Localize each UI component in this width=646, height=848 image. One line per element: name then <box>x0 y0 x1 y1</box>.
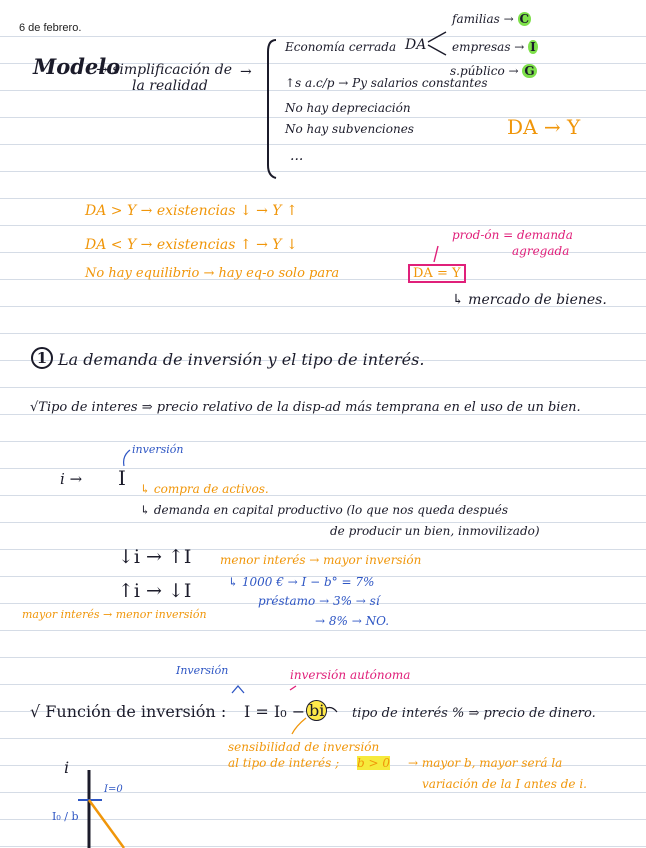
formula-i: I = I₀ − <box>244 702 306 721</box>
mercado-bienes: ↳ mercado de bienes. <box>452 292 607 308</box>
equilibrium-note-1: prod-ón = demanda <box>452 228 573 242</box>
model-definition-1: → simplificación de <box>96 62 233 78</box>
agent-publico: s.público → G <box>450 64 535 78</box>
mayor-b-1: → mayor b, mayor será la <box>408 756 563 770</box>
page-date: 6 de febrero. <box>19 22 82 34</box>
section-title: La demanda de inversión y el tipo de interés. <box>58 350 425 369</box>
b-greater-zero: b > 0 <box>357 756 390 770</box>
example-2: préstamo → 3% → sí <box>258 594 380 608</box>
graph-y-axis-label: i <box>64 758 70 777</box>
mayor-b-2: variación de la I antes de i. <box>422 777 587 791</box>
example-1: ↳ 1000 € → I − b° = 7% <box>228 575 375 589</box>
assumption-5: ... <box>290 148 304 164</box>
assumption-4: No hay subvenciones <box>285 122 414 136</box>
model-title: Modelo <box>33 54 121 79</box>
demanda-capital-2: de producir un bien, inmovilizado) <box>330 524 540 538</box>
bullet-1: DA > Y → existencias ↓ → Y ↑ <box>85 203 298 219</box>
graph-i-zero-label: I=0 <box>104 784 123 795</box>
assumption-3: No hay depreciación <box>285 101 411 115</box>
da-to-y: DA → Y <box>507 115 581 139</box>
assumption-1: Economía cerrada <box>285 40 397 54</box>
relation-1-note: menor interés → mayor inversión <box>220 553 422 567</box>
arrow-icon: → <box>240 64 252 80</box>
relation-2-note: mayor interés → menor inversión <box>22 608 207 621</box>
agent-symbol-i: I <box>530 40 536 54</box>
label-inversion-autonoma: inversión autónoma <box>290 668 411 682</box>
capital-i: I <box>118 466 126 490</box>
tipo-interes: tipo de interés % ⇒ precio de dinero. <box>352 706 596 721</box>
bullet-2: DA < Y → existencias ↑ → Y ↓ <box>85 237 298 253</box>
equilibrium-note-2: agregada <box>512 244 570 258</box>
relation-2: ↑i → ↓I <box>118 580 192 602</box>
example-3: → 8% → NO. <box>315 614 390 628</box>
agent-empresas: empresas → I <box>452 40 536 54</box>
demanda-capital-1: ↳ demanda en capital productivo (lo que nos queda después <box>140 503 509 517</box>
da-label: DA <box>405 37 427 53</box>
inversion-label: inversión <box>132 443 184 456</box>
formula-bi: bi <box>306 700 327 721</box>
sensibilidad-1: sensibilidad de inversión <box>228 740 380 754</box>
bullet-3: No hay equilibrio → hay eq-o solo para <box>85 266 340 281</box>
compra-activos: ↳ compra de activos. <box>140 482 269 496</box>
label-inversion: Inversión <box>176 664 229 677</box>
model-definition-2: la realidad <box>132 78 208 94</box>
equilibrium-box: DA = Y <box>408 264 466 283</box>
agent-familias: familias → C <box>452 12 530 26</box>
section-number: 1 <box>31 347 53 369</box>
sensibilidad-2: al tipo de interés ; <box>228 756 340 770</box>
assumption-2: ↑s a.c/p → Py salarios constantes <box>285 76 488 90</box>
relation-1: ↓i → ↑I <box>118 546 192 568</box>
agent-symbol-g: G <box>524 64 535 78</box>
tipo-definition: √Tipo de interes ⇒ precio relativo de la disp-ad más temprana en el uso de un bien. <box>30 400 581 415</box>
graph-tick-i0-b: I₀ / b <box>52 810 79 823</box>
funcion-title: √ Función de inversión : <box>30 702 227 721</box>
i-arrow: i → <box>60 470 83 488</box>
agent-symbol-c: C <box>519 12 530 26</box>
